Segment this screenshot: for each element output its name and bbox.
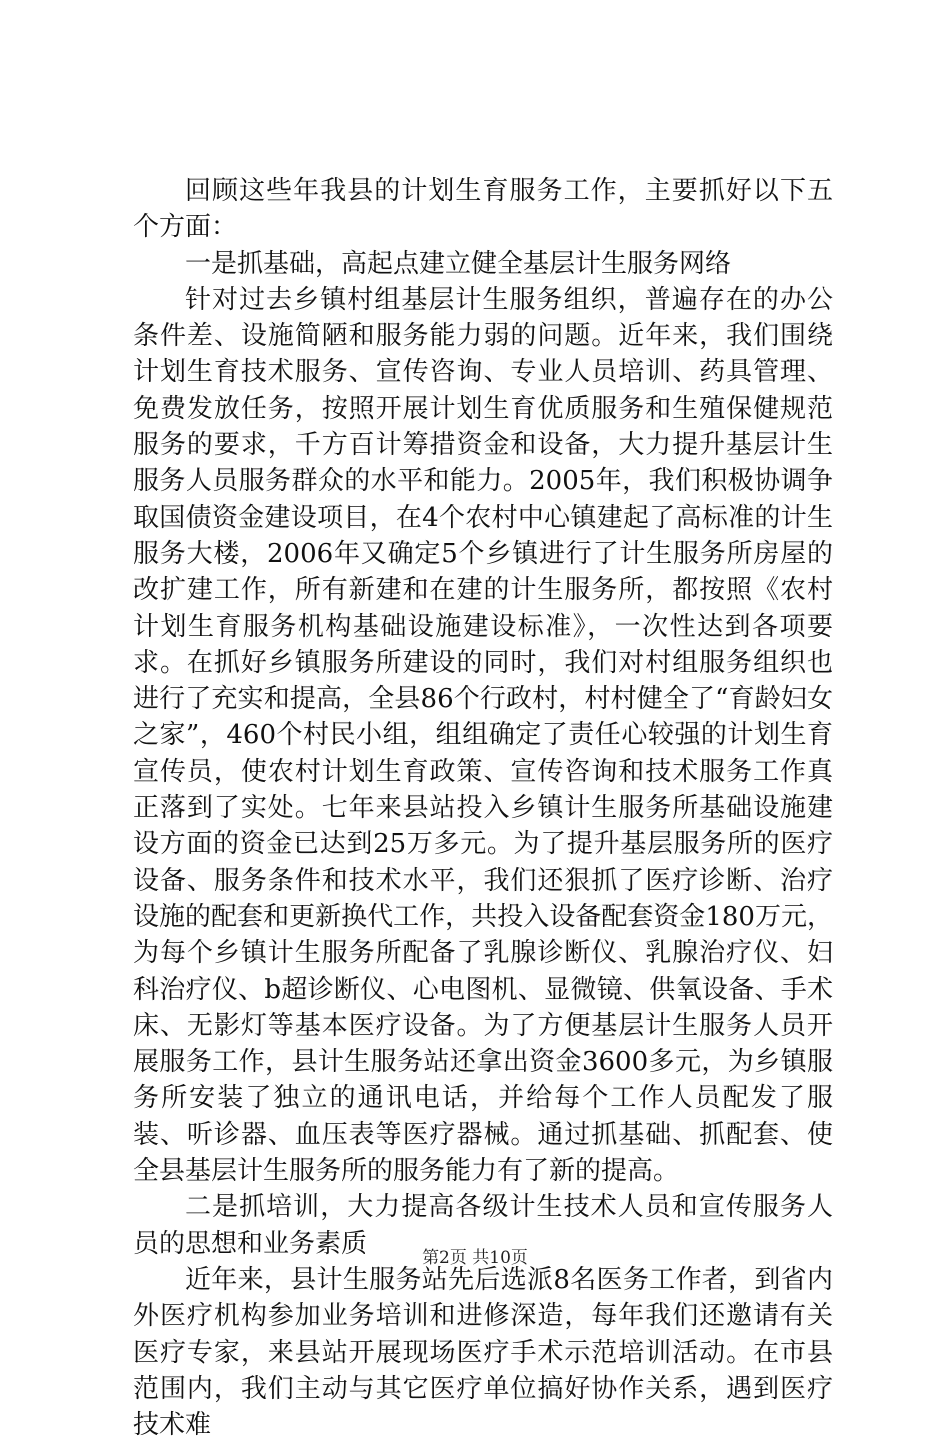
paragraph-section-two: 近年来，县计生服务站先后选派8名医务工作者，到省内外医疗机构参加业务培训和进修深造，每年我们还邀请有关医疗专家，来县站开展现场医疗手术示范培训活动。在市县范围内，我们主动与其它医疗单位搞好协作关系，遇到医疗技术难 (133, 1264, 833, 1441)
heading-section-two: 二是抓培训，大力提高各级计生技术人员和宣传服务人员的思想和业务素质 (133, 1192, 833, 1259)
page-footer: 第2页 共10页 (422, 1248, 528, 1268)
paragraph-intro: 回顾这些年我县的计划生育服务工作，主要抓好以下五个方面： (133, 176, 833, 243)
paragraph-section-one: 针对过去乡镇村组基层计生服务组织，普遍存在的办公条件差、设施简陋和服务能力弱的问题。近年来，我们围绕计划生育技术服务、宣传咨询、专业人员培训、药具管理、免费发放任务，按照开展计划生育优质服务和生殖保健规范服务的要求，千方百计筹措资金和设备，大力提升基层计生服务人员服务群众的水平和能力。2005年，我们积极协调争取国债资金建设项目，在4个农村中心镇建起了高标准的计生服务大楼，2006年又确定5个乡镇进行了计生服务所房屋的改扩建工作，所有新建和在建的计生服务所，都按照《农村计划生育服务机构基础设施建设标准》，一次性达到各项要求。在抓好乡镇服务所建设的同时，我们对村组服务组织也进行了充实和提高，全县86个行政村，村村健全了“育龄妇女之家”，460个村民小组，组组确定了责任心较强的计划生育宣传员，使农村计划生育政策、宣传咨询和技术服务工作真正落到了实处。七年来县站投入乡镇计生服务所基础设施建设方面的资金已达到25万多元。为了提升基层服务所的医疗设备、服务条件和技术水平，我们还狠抓了医疗诊断、治疗设施的配套和更新换代工作，共投入设备配套资金180万元，为每个乡镇计生服务所配备了乳腺诊断仪、乳腺治疗仪、妇科治疗仪、b超诊断仪、心电图机、显微镜、供氧设备、手术床、无影灯等基本医疗设备。为了方便基层计生服务人员开展服务工作，县计生服务站还拿出资金3600多元，为乡镇服务所安装了独立的通讯电话，并给每个工作人员配发了服装、听诊器、血压表等医疗器械。通过抓基础、抓配套、使全县基层计生服务所的服务能力有了新的提高。 (133, 284, 833, 1187)
heading-section-one: 一是抓基础，高起点建立健全基层计生服务网络 (185, 248, 732, 279)
